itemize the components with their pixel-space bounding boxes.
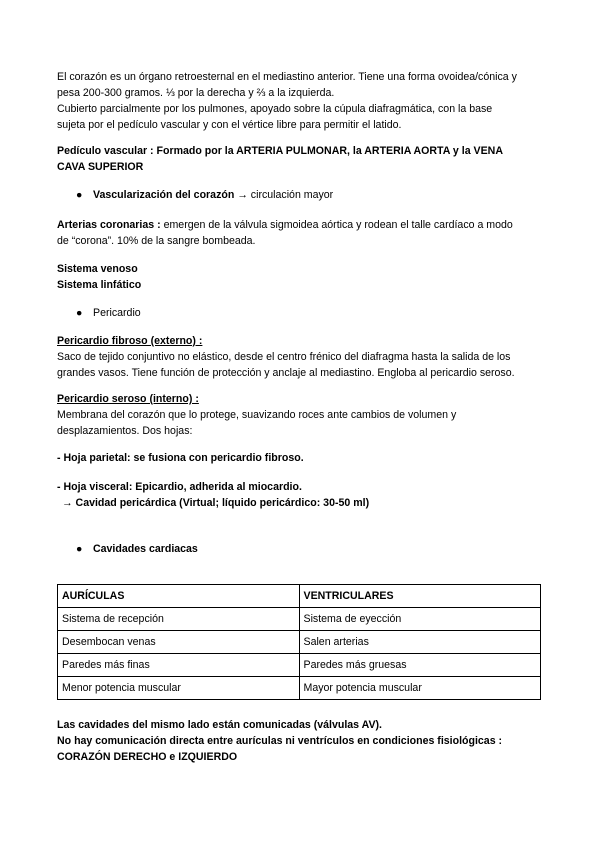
bullet-icon: ● [76,189,83,201]
vascularizacion-title: Vascularización del corazón [93,189,235,201]
bullet-icon: ● [76,307,83,319]
arterias-title: Arterias coronarias : [57,219,161,231]
seroso-title: Pericardio seroso (interno) : [57,393,199,405]
fibroso-title: Pericardio fibroso (externo) : [57,335,203,347]
intro-line: sujeta por el pedículo vascular y con el vértice libre para permitir el latido. [57,119,402,131]
table-cell: Paredes más gruesas [299,654,541,677]
intro-paragraph [57,69,547,133]
table-cell: Paredes más finas [58,654,300,677]
table-cell: Sistema de recepción [58,608,300,631]
table-row [58,677,541,700]
table-cell: Menor potencia muscular [58,677,300,700]
intro-line: Cubierto parcialmente por los pulmones, apoyado sobre la cúpula diafragmática, con la base [57,103,493,115]
bullet-cavidades [76,541,198,557]
bullet-icon: ● [76,543,83,555]
table-row [58,631,541,654]
sistema-venoso: Sistema venoso [57,263,138,275]
table-cell: Mayor potencia muscular [299,677,541,700]
cavidades-label: Cavidades cardiacas [93,543,198,555]
table-cell: Salen arterias [299,631,541,654]
cavidad-pericardica: → Cavidad pericárdica (Virtual; líquido pericárdico: 30-50 ml) [62,497,370,509]
intro-line: El corazón es un órgano retroesternal en el mediastino anterior. Tiene una forma ovoidea/cónica y [57,71,517,83]
intro-line: pesa 200-300 gramos. ⅓ por la derecha y ⅔ a la izquierda. [57,87,335,99]
table-cell: Desembocan venas [58,631,300,654]
hoja-visceral: - Hoja visceral: Epicardio, adherida al miocardio. [57,481,302,493]
pericardio-label: Pericardio [93,307,141,319]
header-ventriculares: VENTRICULARES [299,585,541,608]
cavidades-table [57,584,541,700]
pericardio-fibroso: Pericardio fibroso (externo) : Saco de tejido conjuntivo no elástico, desde el centro frénico del diafragma hasta la salida de los grandes vasos. Tiene función de protección y anclaje al mediastino. Engloba al pericardio seroso. [57,333,547,381]
bullet-pericardio [76,305,141,321]
arterias-coronarias: Arterias coronarias : emergen de la válvula sigmoidea aórtica y rodean el talle cardíaco a modo de “corona”. 10% de la sangre bombeada. [57,219,513,247]
pericardio-seroso: Pericardio seroso (interno) : Membrana del corazón que lo protege, suavizando roces ante cambios de volumen y desplazamientos. Dos hojas: [57,391,547,439]
header-auriculas: AURÍCULAS [58,585,300,608]
table-row [58,608,541,631]
hoja-parietal: - Hoja parietal: se fusiona con pericardio fibroso. [57,452,304,464]
sistema-linfatico: Sistema linfático [57,279,142,291]
sistemas [57,261,547,293]
table-row [58,654,541,677]
pediculo-vascular: Pedículo vascular : Formado por la ARTERIA PULMONAR, la ARTERIA AORTA y la VENA CAVA SUPERIOR [57,145,503,173]
closing-paragraph: Las cavidades del mismo lado están comunicadas (válvulas AV). No hay comunicación directa entre aurículas ni ventrículos en condiciones fisiológicas : CORAZÓN DERECHO e IZQUIERDO [57,719,503,763]
table-cell: Sistema de eyección [299,608,541,631]
bullet-vascularizacion [76,187,333,203]
table-header-row [58,585,541,608]
vascularizacion-rest: → circulación mayor [234,189,334,201]
